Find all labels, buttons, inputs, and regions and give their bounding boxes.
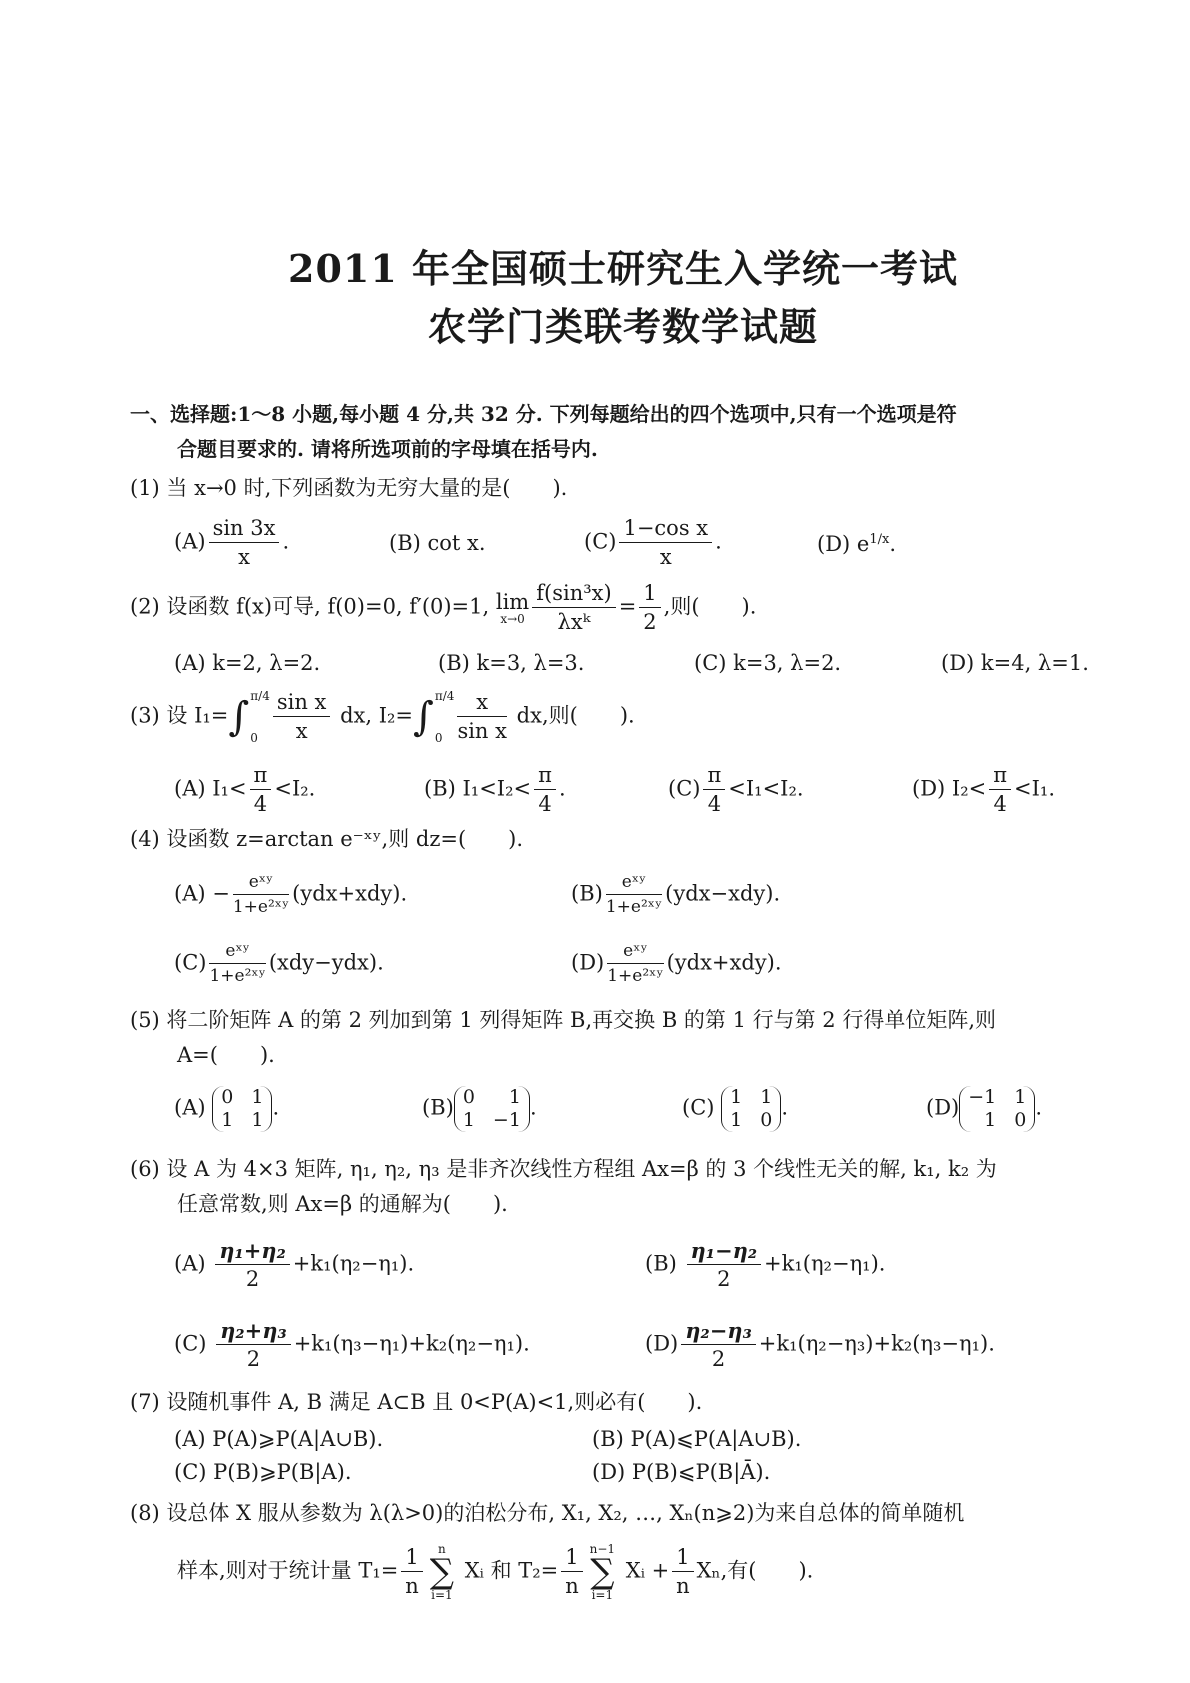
fraction	[233, 874, 289, 916]
denominator: n	[676, 1574, 690, 1598]
text: (ydx+xdy).	[292, 881, 408, 906]
matrix-entry: 1	[760, 1086, 773, 1108]
question-3-option-b	[424, 765, 566, 815]
matrix-entry: 0	[760, 1109, 773, 1131]
matrix-entry: 0	[1014, 1109, 1027, 1131]
integral-sign: ∫	[413, 694, 434, 740]
question-6-option-c	[174, 1320, 530, 1370]
text: Xᵢ	[458, 1558, 491, 1583]
stem-text: (3) 设 I₁=	[130, 703, 229, 728]
denominator: 2	[643, 610, 657, 634]
question-6-option-a	[174, 1240, 414, 1290]
text: <I₁<I₂.	[728, 776, 804, 801]
lower-limit: 0	[250, 731, 258, 745]
matrix	[721, 1086, 781, 1132]
fraction	[606, 874, 662, 916]
text: 样本,则对于统计量 T₁=	[177, 1558, 399, 1583]
matrix	[959, 1086, 1035, 1132]
exam-title-line1: 2011 年全国硕士研究生入学统一考试	[288, 246, 958, 291]
text: <I₂.	[274, 776, 316, 801]
denominator: 2	[717, 1267, 731, 1291]
question-3-option-c	[668, 765, 804, 815]
option-label: (C)	[174, 1331, 207, 1356]
fraction	[209, 943, 265, 985]
fraction	[215, 1240, 290, 1290]
sum-upper: n−1	[589, 1542, 616, 1556]
denominator: n	[405, 1574, 419, 1598]
lower-limit: 0	[434, 731, 443, 745]
fraction	[532, 583, 615, 633]
lim-text: lim	[495, 589, 530, 614]
fraction	[619, 518, 712, 568]
numerator: η₁−η₂	[687, 1240, 762, 1265]
integral	[413, 690, 454, 744]
punct: .	[282, 529, 290, 554]
text: (D)	[571, 950, 605, 975]
question-5-stem-cont: A=( ).	[177, 1043, 275, 1067]
upper-limit: π/4	[434, 689, 455, 703]
punct: .	[715, 529, 722, 554]
question-4-option-a	[174, 874, 407, 916]
exponent: 1/x	[869, 532, 890, 547]
text: Xᵢ +	[619, 1558, 670, 1583]
numerator: sin 3x	[209, 518, 280, 543]
numerator: sin x	[273, 692, 331, 717]
denominator: 1+e²ˣʸ	[209, 966, 266, 986]
question-5-option-d: (D) −1 1 1 0 .	[926, 1086, 1043, 1131]
numerator: eˣʸ	[606, 874, 662, 895]
text: Xₙ,有( ).	[696, 1558, 814, 1583]
fraction	[639, 583, 660, 633]
text: (C)	[174, 950, 207, 975]
punct: .	[889, 532, 896, 556]
fraction	[457, 692, 507, 742]
option-label: (A)	[174, 529, 206, 554]
numerator: η₂−η₃	[681, 1320, 756, 1345]
question-3-stem	[130, 690, 635, 744]
numerator: 1	[639, 583, 660, 608]
question-7-option-a: (A) P(A)⩾P(A|A∪B).	[174, 1427, 384, 1451]
question-1-option-b: (B) cot x.	[389, 531, 486, 555]
denominator: 2	[711, 1347, 726, 1371]
text: 和 T₂=	[490, 1558, 559, 1583]
section-instructions-cont: 合题目要求的. 请将所选项前的字母填在括号内.	[177, 437, 598, 461]
denominator: x	[659, 545, 672, 569]
fraction	[672, 1547, 693, 1597]
question-5-option-c: (C) 1 1 1 0 .	[682, 1086, 789, 1131]
sum-upper: n	[438, 1542, 446, 1556]
matrix-entry: 1	[508, 1086, 521, 1108]
integral	[228, 690, 269, 744]
matrix-entry: 1	[251, 1086, 264, 1108]
text: (A) I₁<	[174, 776, 247, 801]
exam-title-line2: 农学门类联考数学试题	[427, 304, 818, 349]
denominator: 4	[993, 792, 1007, 816]
fraction	[250, 765, 272, 815]
matrix-entry: 1	[730, 1109, 743, 1131]
text: +k₁(η₂−η₁).	[292, 1251, 415, 1276]
question-4-option-c	[174, 943, 384, 985]
numerator: x	[457, 692, 507, 717]
numerator: eˣʸ	[607, 943, 663, 964]
denominator: 4	[253, 792, 268, 816]
upper-limit: π/4	[250, 689, 270, 703]
question-6-stem-cont: 任意常数,则 Ax=β 的通解为( ).	[177, 1192, 508, 1216]
question-8-stem-cont	[177, 1543, 813, 1601]
question-3-option-a	[174, 765, 315, 815]
text: (C)	[668, 776, 701, 801]
matrix-entry: 0	[462, 1086, 475, 1108]
denominator: 1+e²ˣʸ	[605, 897, 663, 917]
equals: =	[618, 594, 637, 619]
numerator: 1−cos x	[619, 518, 712, 543]
text: (B)	[571, 881, 603, 906]
numerator: eˣʸ	[233, 874, 289, 895]
fraction	[401, 1547, 422, 1597]
sigma-symbol: ∑	[429, 1552, 455, 1592]
text: +k₁(η₂−η₁).	[764, 1251, 886, 1276]
denominator: 2	[245, 1267, 260, 1291]
option-label: (D)	[926, 1095, 960, 1120]
denominator: 4	[707, 792, 722, 816]
option-label: (B)	[645, 1251, 677, 1276]
denominator: sin x	[457, 719, 507, 743]
question-6-stem: (6) 设 A 为 4×3 矩阵, η₁, η₂, η₃ 是非齐次线性方程组 Ax=β 的 3 个线性无关的解, k₁, k₂ 为	[130, 1157, 997, 1181]
numerator: π	[250, 765, 272, 790]
numerator: π	[703, 765, 725, 790]
fraction	[216, 1320, 291, 1370]
matrix	[454, 1086, 530, 1132]
matrix-entry: 1	[221, 1109, 234, 1131]
numerator: eˣʸ	[209, 943, 265, 964]
section-instructions: 一、选择题:1～8 小题,每小题 4 分,共 32 分. 下列每题给出的四个选项中,只有一个选项是符	[130, 402, 957, 426]
denominator: 4	[538, 792, 552, 816]
numerator: 1	[401, 1547, 422, 1572]
denominator: 1+e²ˣʸ	[232, 897, 290, 917]
numerator: η₁+η₂	[215, 1240, 290, 1265]
fraction	[681, 1320, 756, 1370]
fraction	[561, 1547, 582, 1597]
question-7-stem: (7) 设随机事件 A, B 满足 A⊂B 且 0<P(A)<1,则必有( ).	[130, 1390, 703, 1414]
text: (A) −	[174, 881, 230, 906]
fraction	[989, 765, 1011, 815]
matrix-entry: −1	[968, 1086, 997, 1108]
denominator: 1+e²ˣʸ	[607, 966, 664, 986]
stem-tail: dx,则( ).	[509, 703, 635, 728]
lim-subscript: x→0	[500, 611, 525, 626]
fraction	[209, 518, 280, 568]
option-label: (A)	[174, 1251, 206, 1276]
summation	[430, 1543, 454, 1601]
question-2-option-d: (D) k=4, λ=1.	[941, 651, 1089, 675]
denominator: λxᵏ	[557, 610, 591, 634]
question-5-option-b: (B) 0 1 1 −1 .	[422, 1086, 537, 1131]
matrix-entry: 1	[730, 1086, 743, 1108]
question-3-option-d	[912, 765, 1055, 815]
question-7-option-c: (C) P(B)⩾P(B|A).	[174, 1460, 352, 1484]
question-5-stem: (5) 将二阶矩阵 A 的第 2 列加到第 1 列得矩阵 B,再交换 B 的第 1 行与第 2 行得单位矩阵,则	[130, 1008, 997, 1032]
numerator: f(sin³x)	[532, 583, 615, 608]
question-1-option-c	[584, 518, 722, 568]
text: (B) I₁<I₂<	[424, 776, 532, 801]
text: (ydx+xdy).	[666, 950, 782, 975]
question-1-option-a	[174, 518, 289, 568]
question-6-option-b	[645, 1240, 885, 1290]
option-label: (B)	[422, 1095, 454, 1120]
question-7-option-d: (D) P(B)⩽P(B|Ā).	[592, 1460, 771, 1484]
question-4-stem: (4) 设函数 z=arctan e⁻ˣʸ,则 dz=( ).	[130, 827, 524, 851]
numerator: η₂+η₃	[216, 1320, 291, 1345]
text: (D) I₂<	[912, 776, 987, 801]
text: <I₁.	[1014, 776, 1056, 801]
stem-text: (2) 设函数 f(x)可导, f(0)=0, f′(0)=1,	[130, 594, 496, 619]
text: +k₁(η₃−η₁)+k₂(η₂−η₁).	[293, 1331, 530, 1356]
option-label: (D) e	[817, 532, 870, 556]
question-7-option-b: (B) P(A)⩽P(A|A∪B).	[592, 1427, 802, 1451]
fraction	[687, 1240, 762, 1290]
option-label: (C)	[584, 529, 617, 554]
matrix-entry: 1	[251, 1109, 264, 1131]
fraction	[607, 943, 663, 985]
matrix-entry: −1	[492, 1109, 521, 1131]
question-4-option-b	[571, 874, 780, 916]
fraction	[703, 765, 725, 815]
matrix-entry: 0	[221, 1086, 234, 1108]
denominator: n	[565, 1574, 579, 1598]
sum-lower: i=1	[431, 1588, 453, 1602]
sum-lower: i=1	[591, 1588, 614, 1602]
question-2-option-a: (A) k=2, λ=2.	[174, 651, 321, 675]
numerator: π	[534, 765, 556, 790]
question-1-stem: (1) 当 x→0 时,下列函数为无穷大量的是( ).	[130, 476, 568, 500]
question-2-option-c: (C) k=3, λ=2.	[694, 651, 842, 675]
fraction	[534, 765, 556, 815]
question-1-option-d	[817, 533, 896, 555]
stem-tail: ,则( ).	[663, 594, 757, 619]
text: (xdy−ydx).	[268, 950, 384, 975]
question-4-option-d	[571, 943, 782, 985]
matrix-entry: 1	[462, 1109, 475, 1131]
sigma-symbol: ∑	[590, 1552, 615, 1592]
text: +k₁(η₂−η₃)+k₂(η₃−η₁).	[758, 1331, 995, 1356]
text: .	[558, 776, 566, 801]
summation	[590, 1543, 615, 1601]
limit	[495, 589, 530, 626]
text: (ydx−xdy).	[665, 881, 781, 906]
question-2-option-b: (B) k=3, λ=3.	[438, 651, 585, 675]
question-2-stem	[130, 583, 756, 633]
question-6-option-d	[645, 1320, 995, 1370]
numerator: 1	[561, 1547, 582, 1572]
matrix-entry: 1	[1014, 1086, 1027, 1108]
integral-sign: ∫	[228, 694, 250, 740]
question-5-option-a: (A) 0 1 1 1 .	[174, 1086, 280, 1131]
option-label: (C)	[682, 1095, 715, 1120]
denominator: 2	[246, 1347, 261, 1371]
stem-text: dx, I₂=	[333, 703, 414, 728]
option-label: (A)	[174, 1095, 206, 1120]
denominator: x	[295, 719, 308, 743]
matrix	[212, 1086, 272, 1132]
numerator: π	[989, 765, 1011, 790]
question-8-stem: (8) 设总体 X 服从参数为 λ(λ>0)的泊松分布, X₁, X₂, …, Xₙ(n⩾2)为来自总体的简单随机	[130, 1501, 965, 1525]
matrix-entry: 1	[984, 1109, 997, 1131]
numerator: 1	[672, 1547, 693, 1572]
option-label: (D)	[645, 1331, 679, 1356]
fraction	[273, 692, 331, 742]
denominator: x	[238, 545, 250, 569]
